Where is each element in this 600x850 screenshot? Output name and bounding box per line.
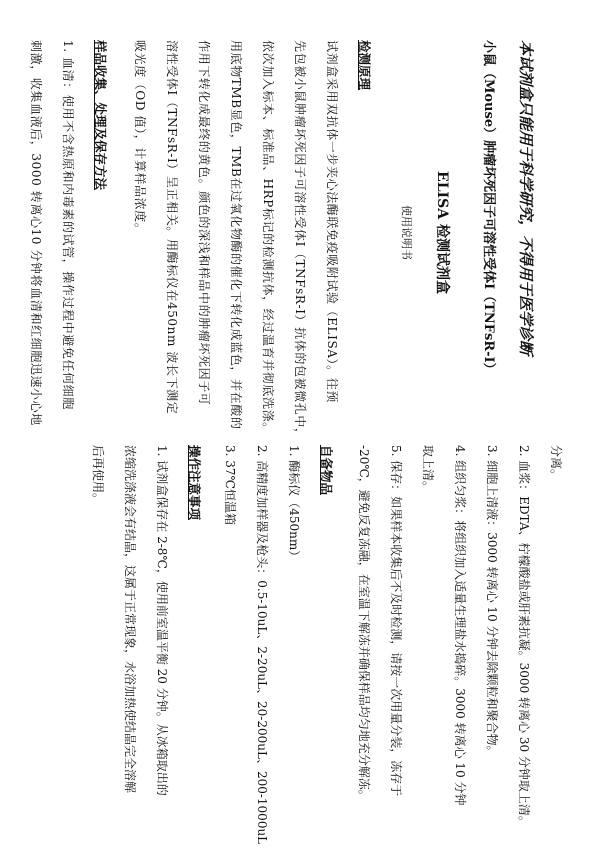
sample-line: 2. 血浆：EDTA、柠檬酸盐或肝素抗凝。3000 转离心 30 分钟取上清。 [517,445,531,828]
principle-line: 试剂盒采用双抗体一步夹心法酶联免疫吸附试验（ELISA）。往预 [325,40,339,403]
sample-line: 3. 细胞上清液：3000 转离心 10 分钟去除颗粒和聚合物。 [485,445,499,758]
manual-label: 使用说明书 [400,205,413,260]
principle-line: 作用下转化成最终的黄色。颜色的深浅和样品中的肿瘤坏死因子可 [197,40,211,406]
notes-line: 后再使用。 [91,445,105,506]
sample-line: 分离。 [549,445,563,482]
sample-line: 1. 血清：使用不含热原和内毒素的试管，操作过程中避免任何细胞 [61,40,75,410]
principle-line: 溶性受体Ⅰ（TNFsR-Ⅰ）呈正相关。用酶标仪在450nm 波长下测定 [165,40,179,415]
principle-line: 依次加入标本、标准品、HRP标记的检测抗体，经过温育并彻底洗涤。 [261,40,275,435]
notes-line: 1. 试剂盒保存在 2-8℃，使用前室温平衡 20 分钟。从冰箱取出的 [155,445,169,796]
principle-line: 用底物TMB显色，TMB在过氧化物酶的催化下转化成蓝色，并在酸的 [229,40,243,430]
sample-line: 刺激，收集血液后，3000 转离心10 分钟将血清和红细胞迅速小心地 [29,40,43,426]
materials-line: 2. 高精度加样器及枪头：0.5-10uL、2-20uL、20-200uL、200-1000uL [255,445,269,845]
notes-heading: 操作注意事项 [187,445,202,521]
product-subtitle: 小鼠（Mouse）肿瘤坏死因子可溶性受体Ⅰ（TNFsR-Ⅰ） [481,40,496,376]
principle-line: 吸光度（OD 值），计算样品浓度。 [133,40,147,236]
materials-line: 1. 酶标仪（450nm） [287,445,301,563]
principle-heading: 检测原理 [357,40,372,91]
kit-name: ELISA 检测试剂盒 [434,171,450,294]
sample-heading: 样品收集、处理及保存方法 [93,40,108,191]
sample-line: 取上清。 [421,445,435,494]
notes-line: 浓缩洗涤液会有结晶，这属于正常现象，水浴加热使结晶完全溶解 [123,445,137,794]
principle-line: 先包被小鼠肿瘤坏死因子可溶性受体Ⅰ（TNFsR-Ⅰ）抗体的包被微孔中， [293,40,307,441]
document-title: 本试剂盒只能用于科学研究，不得用于医学诊断 [517,40,535,356]
sample-line: -20℃，避免反复冻融，在室温下解冻并确保样品均匀地充分解冻。 [357,445,371,802]
sample-line: 5. 保存：如果样本收集后不及时检测，请按一次用量分装，冻存于 [389,445,403,797]
sample-line: 4. 组织匀浆：将组织加入适量生理盐水捣碎。3000 转离心 10 分钟 [453,445,467,806]
materials-heading: 自备物品 [319,445,334,496]
materials-line: 3. 37℃恒温箱 [223,445,237,525]
